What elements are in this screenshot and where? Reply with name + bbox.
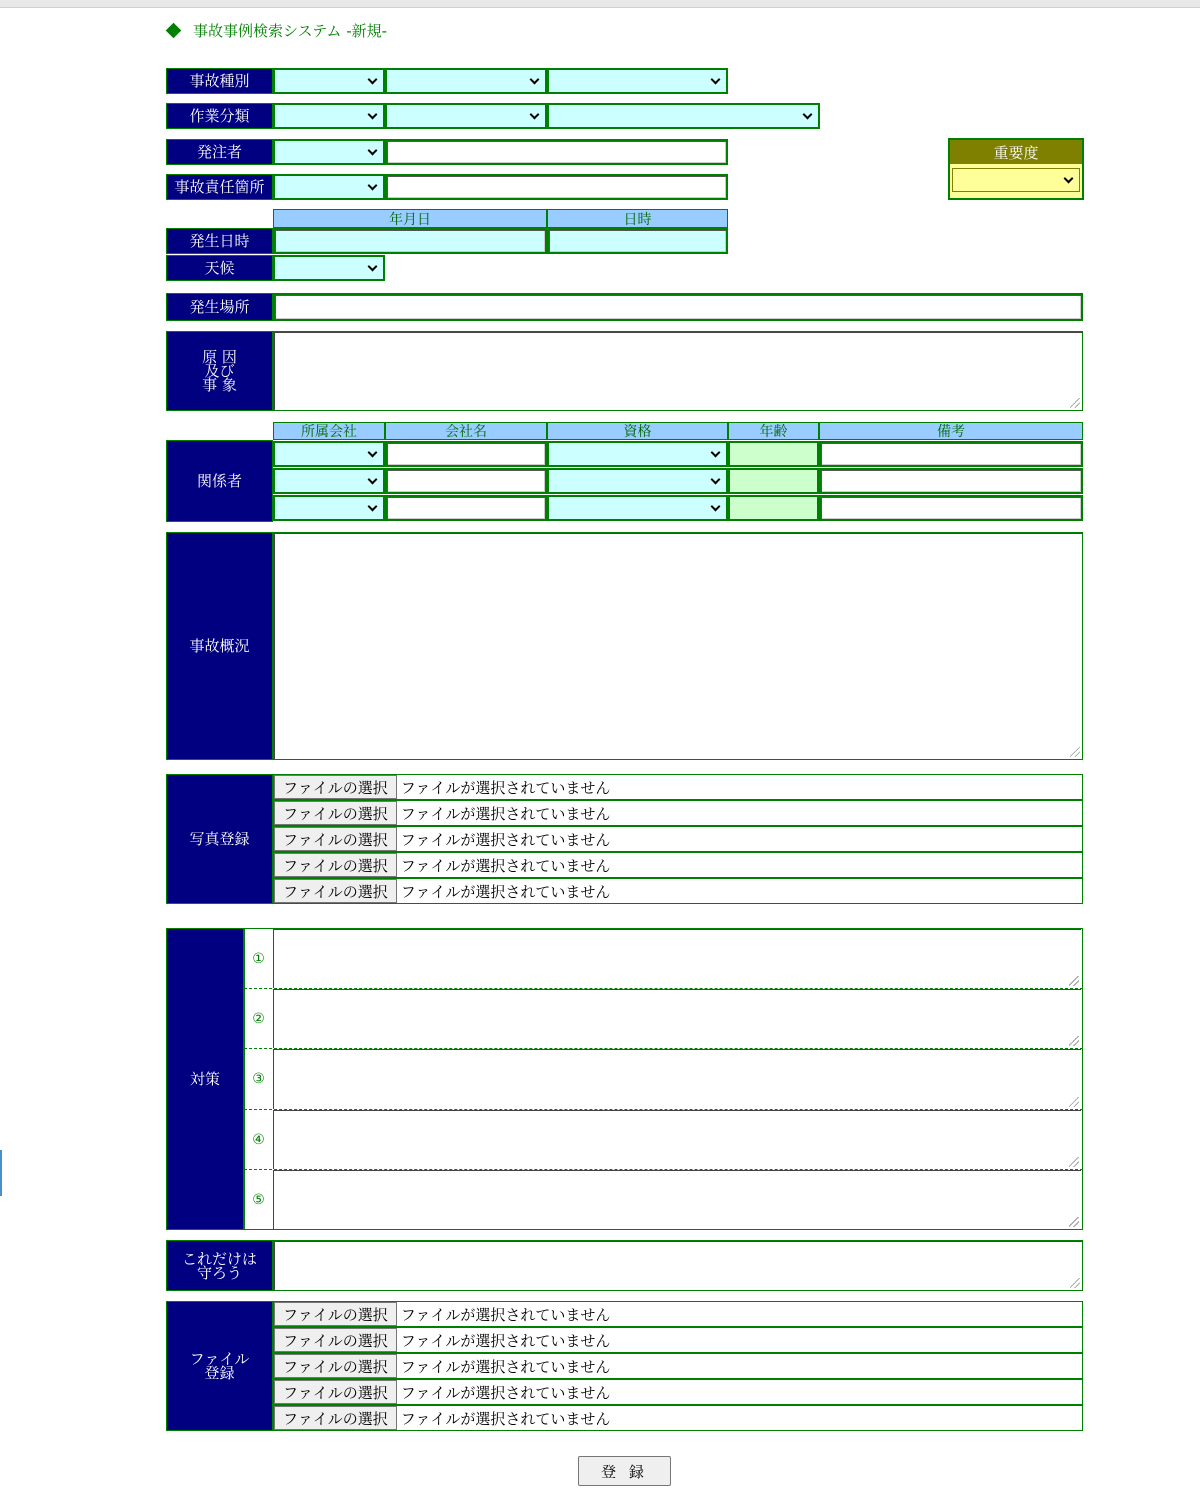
- label-genin-line3: 事 象: [202, 376, 237, 394]
- kankeisha-2-shikaku-select[interactable]: [547, 468, 728, 494]
- attach-file-status-4: ファイルが選択されていません: [400, 1383, 611, 1402]
- label-taisaku: 対策: [166, 928, 244, 1230]
- attach-file-button-1[interactable]: ファイルの選択: [274, 1302, 397, 1326]
- label-sekinin-kasho: 事故責任箇所: [166, 174, 273, 200]
- kankeisha-1-nenrei-input[interactable]: [728, 441, 819, 467]
- chevron-down-icon: [368, 447, 378, 457]
- label-hassei-basho: 発生場所: [166, 293, 273, 321]
- attach-file-row-3: [273, 1353, 1083, 1379]
- resize-grip-icon[interactable]: [1069, 1036, 1079, 1046]
- label-jiko-shubetsu: 事故種別: [166, 68, 273, 94]
- juyodo-select[interactable]: [952, 168, 1080, 192]
- photo-file-button-4[interactable]: ファイルの選択: [274, 853, 397, 877]
- chevron-down-icon: [803, 109, 813, 119]
- resize-grip-icon[interactable]: [1069, 976, 1079, 986]
- kankeisha-1-shikaku-select[interactable]: [547, 441, 728, 467]
- chevron-down-icon: [1064, 173, 1074, 183]
- attach-file-status-2: ファイルが選択されていません: [400, 1331, 611, 1350]
- taisaku-number-5: ⑤: [252, 1191, 265, 1208]
- header-nenrei: 年齢: [728, 422, 819, 440]
- taisaku-number-3: ③: [252, 1071, 265, 1087]
- taisaku-number-4: ④: [252, 1131, 265, 1148]
- kankeisha-3-biko-input[interactable]: [819, 495, 1083, 521]
- taisaku-textarea-2[interactable]: [273, 989, 1081, 1048]
- kankeisha-3-nenrei-input[interactable]: [728, 495, 819, 521]
- photo-file-status-4: ファイルが選択されていません: [400, 856, 611, 875]
- photo-file-row-4: [273, 852, 1083, 878]
- label-tenko: 天候: [166, 255, 273, 281]
- kankeisha-2-biko-input[interactable]: [819, 468, 1083, 494]
- submit-button[interactable]: 登 録: [578, 1456, 671, 1486]
- chevron-down-icon: [711, 501, 721, 511]
- label-koredake: [166, 1240, 273, 1291]
- header-kaisha-mei: 会社名: [385, 422, 547, 440]
- photo-file-row-2: [273, 800, 1083, 826]
- kankeisha-2-kaisha-input[interactable]: [385, 468, 547, 494]
- tenko-select[interactable]: [273, 255, 385, 281]
- taisaku-textarea-1[interactable]: [273, 929, 1081, 988]
- photo-file-row-3: [273, 826, 1083, 852]
- taisaku-textarea-4[interactable]: [273, 1110, 1081, 1169]
- attach-file-button-4[interactable]: ファイルの選択: [274, 1380, 397, 1404]
- photo-file-status-5: ファイルが選択されていません: [400, 882, 611, 901]
- sagyo-bunrui-select-2[interactable]: [385, 103, 547, 129]
- taisaku-textarea-5[interactable]: [273, 1170, 1081, 1229]
- header-shozoku-kaisha: 所属会社: [273, 422, 385, 440]
- attach-file-status-3: ファイルが選択されていません: [400, 1357, 611, 1376]
- attach-file-row-4: [273, 1379, 1083, 1405]
- photo-file-button-3[interactable]: ファイルの選択: [274, 827, 397, 851]
- attach-file-button-2[interactable]: ファイルの選択: [274, 1328, 397, 1352]
- kankeisha-1-biko-input[interactable]: [819, 441, 1083, 467]
- juyodo-box: [948, 138, 1084, 200]
- header-ymd: 年月日: [273, 209, 547, 228]
- header-shikaku: 資格: [547, 422, 728, 440]
- resize-grip-icon[interactable]: [1069, 1097, 1079, 1107]
- jiko-gaikyo-textarea[interactable]: [273, 532, 1083, 760]
- attach-file-row-2: [273, 1327, 1083, 1353]
- koredake-textarea[interactable]: [273, 1240, 1083, 1291]
- resize-grip-icon[interactable]: [1069, 1217, 1079, 1227]
- chevron-down-icon: [711, 447, 721, 457]
- taisaku-textarea-3[interactable]: [273, 1049, 1081, 1109]
- chevron-down-icon: [711, 474, 721, 484]
- photo-file-row-1: [273, 774, 1083, 800]
- kankeisha-3-shikaku-select[interactable]: [547, 495, 728, 521]
- resize-grip-icon[interactable]: [1069, 1157, 1079, 1167]
- label-genin: [166, 331, 273, 411]
- hassei-basho-input[interactable]: [273, 293, 1083, 321]
- kankeisha-1-kaisha-input[interactable]: [385, 441, 547, 467]
- genin-textarea[interactable]: [273, 331, 1083, 411]
- label-koredake-line2: 守ろう: [196, 1263, 242, 1282]
- label-koredake-line1: これだけは: [181, 1249, 257, 1268]
- label-shashin-toroku: 写真登録: [166, 774, 273, 904]
- attach-file-button-3[interactable]: ファイルの選択: [274, 1354, 397, 1378]
- jiko-shubetsu-select-3[interactable]: [547, 68, 728, 94]
- hassei-time-input[interactable]: [547, 228, 728, 254]
- photo-file-button-5[interactable]: ファイルの選択: [274, 879, 397, 903]
- attach-file-row-5: [273, 1405, 1083, 1431]
- hacchusha-select[interactable]: [273, 139, 385, 165]
- label-file-line2: 登録: [204, 1364, 235, 1382]
- chevron-down-icon: [530, 109, 540, 119]
- chevron-down-icon: [530, 74, 540, 84]
- label-jiko-gaikyo: 事故概況: [166, 532, 273, 760]
- chevron-down-icon: [711, 74, 721, 84]
- kankeisha-2-nenrei-input[interactable]: [728, 468, 819, 494]
- photo-file-button-2[interactable]: ファイルの選択: [274, 801, 397, 825]
- chevron-down-icon: [368, 74, 378, 84]
- chevron-down-icon: [368, 501, 378, 511]
- label-hassei-nichiji: 発生日時: [166, 228, 273, 254]
- photo-file-status-1: ファイルが選択されていません: [400, 778, 611, 797]
- kankeisha-3-shozoku-select[interactable]: [273, 495, 385, 521]
- header-time: 日時: [547, 209, 728, 228]
- page-title-text: 事故事例検索システム -新規-: [193, 22, 388, 40]
- attach-file-status-5: ファイルが選択されていません: [400, 1409, 611, 1428]
- label-kankeisha: 関係者: [166, 440, 273, 522]
- jiko-shubetsu-select-2[interactable]: [385, 68, 547, 94]
- taisaku-number-2: ②: [252, 1010, 265, 1027]
- photo-file-status-3: ファイルが選択されていません: [400, 830, 611, 849]
- chevron-down-icon: [368, 261, 378, 271]
- label-hacchusha: 発注者: [166, 139, 273, 165]
- photo-file-row-5: [273, 878, 1083, 904]
- left-edge-marker: [0, 1150, 2, 1196]
- resize-grip-icon[interactable]: [1070, 747, 1080, 757]
- browser-top-edge: [0, 0, 1200, 8]
- label-file-line1: ファイル: [189, 1350, 250, 1368]
- label-genin-line1: 原 因: [202, 348, 237, 366]
- hacchusha-input[interactable]: [385, 139, 728, 165]
- label-file-toroku: [166, 1301, 273, 1431]
- chevron-down-icon: [368, 180, 378, 190]
- sagyo-bunrui-select-1[interactable]: [273, 103, 385, 129]
- sagyo-bunrui-select-3[interactable]: [547, 103, 820, 129]
- chevron-down-icon: [368, 109, 378, 119]
- hassei-date-input[interactable]: [273, 228, 547, 254]
- resize-grip-icon[interactable]: [1070, 1278, 1080, 1288]
- jiko-shubetsu-select-1[interactable]: [273, 68, 385, 94]
- taisaku-number-1: ①: [252, 950, 265, 967]
- header-biko: 備考: [819, 422, 1083, 440]
- kankeisha-1-shozoku-select[interactable]: [273, 441, 385, 467]
- label-juyodo: 重要度: [950, 140, 1082, 164]
- sekinin-kasho-select[interactable]: [273, 174, 385, 200]
- chevron-down-icon: [368, 474, 378, 484]
- attach-file-button-5[interactable]: ファイルの選択: [274, 1406, 397, 1430]
- kankeisha-2-shozoku-select[interactable]: [273, 468, 385, 494]
- label-sagyo-bunrui: 作業分類: [166, 103, 273, 129]
- kankeisha-3-kaisha-input[interactable]: [385, 495, 547, 521]
- attach-file-row-1: [273, 1301, 1083, 1327]
- page-title: [166, 20, 387, 41]
- resize-grip-icon[interactable]: [1070, 398, 1080, 408]
- diamond-icon: [166, 23, 182, 39]
- label-genin-line2: 及び: [204, 362, 235, 380]
- photo-file-status-2: ファイルが選択されていません: [400, 804, 611, 823]
- attach-file-status-1: ファイルが選択されていません: [400, 1305, 611, 1324]
- sekinin-kasho-input[interactable]: [385, 174, 728, 200]
- photo-file-button-1[interactable]: ファイルの選択: [274, 775, 397, 799]
- chevron-down-icon: [368, 145, 378, 155]
